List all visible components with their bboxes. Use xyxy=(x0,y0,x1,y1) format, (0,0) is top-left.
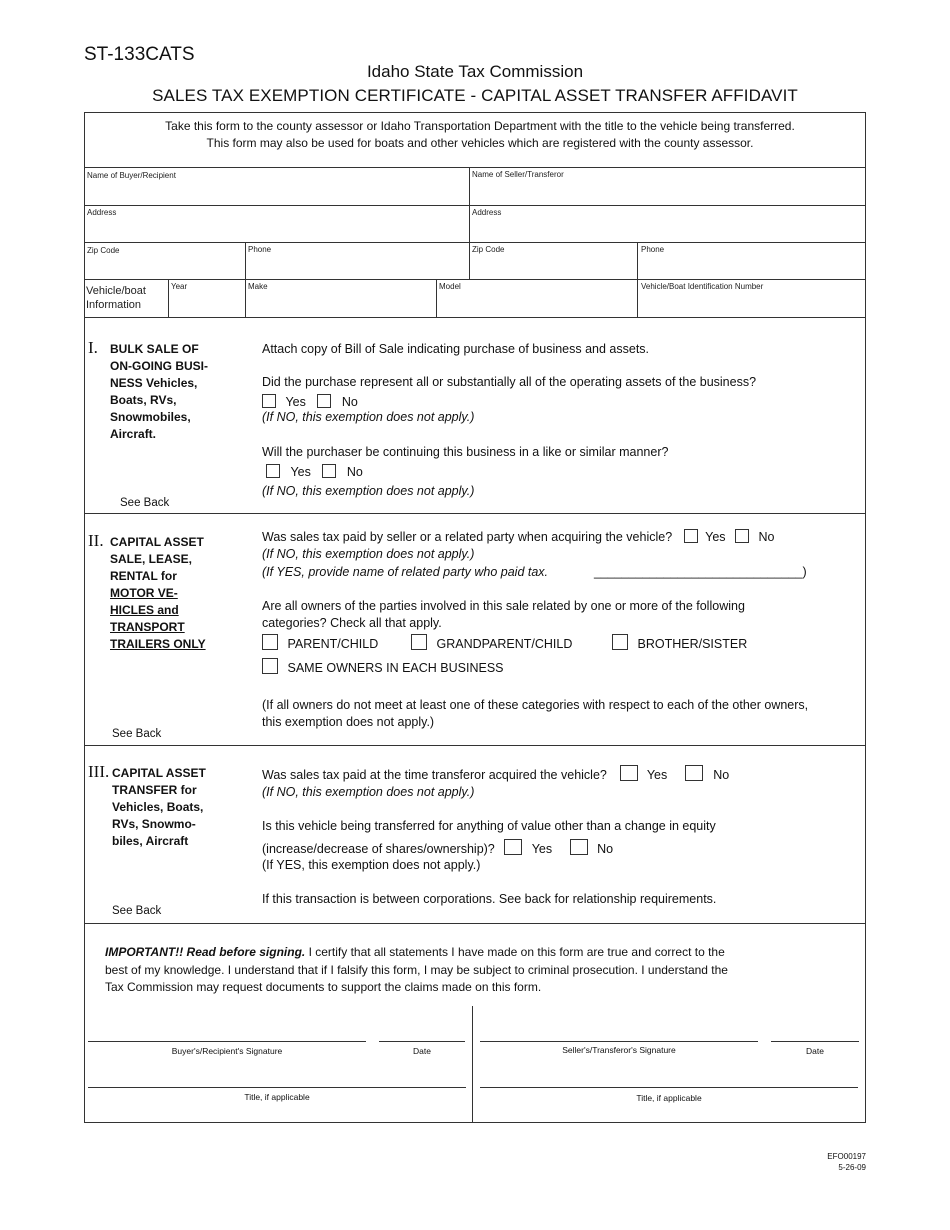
section3-question-2b xyxy=(262,839,613,858)
yes-label: Yes xyxy=(531,842,553,856)
section2-q1-text: Was sales tax paid by seller or a related party when acquiring the vehicle? xyxy=(262,530,673,544)
yes-label: Yes xyxy=(705,530,726,544)
parent-child-option xyxy=(262,634,378,651)
buyer-title-line[interactable] xyxy=(88,1087,466,1088)
section2-q1-note: (If NO, this exemption does not apply.) xyxy=(262,547,475,561)
divider xyxy=(84,242,866,243)
section2-head-line: RENTAL for xyxy=(110,569,177,583)
section3-q1-note: (If NO, this exemption does not apply.) xyxy=(262,785,475,799)
brother-sister-option xyxy=(612,634,747,651)
section1-heading xyxy=(110,341,250,443)
section3-see-back: See Back xyxy=(112,905,162,917)
vehicle-info-line-1: Vehicle/boat xyxy=(86,285,146,297)
section3-q2-no-checkbox[interactable] xyxy=(570,839,588,855)
agency-name: Idaho State Tax Commission xyxy=(366,62,584,81)
no-label: No xyxy=(758,530,775,544)
section1-head-line: NESS Vehicles, xyxy=(110,376,198,390)
section1-see-back: See Back xyxy=(120,497,170,509)
form-footer xyxy=(827,1151,866,1173)
intro-line-1: Take this form to the county assessor or Idaho Transportation Department with the title to the vehicle being transferred. xyxy=(165,119,795,133)
section3-q2-yes-checkbox[interactable] xyxy=(504,839,522,855)
grandparent-child-label: GRANDPARENT/CHILD xyxy=(436,637,573,651)
section3-q1-text: Was sales tax paid at the time transferor acquired the vehicle? xyxy=(262,768,607,782)
seller-zip-field[interactable]: Zip Code xyxy=(472,245,505,254)
buyer-date-label: Date xyxy=(413,1046,431,1056)
section1-q2-no-checkbox[interactable] xyxy=(322,464,336,478)
important-line-3: Tax Commission may request documents to support the claims made on this form. xyxy=(105,980,542,994)
same-owners-option xyxy=(262,658,504,675)
no-label: No xyxy=(713,768,730,782)
section1-q2-options xyxy=(266,464,363,479)
section2-head-line: HICLES and xyxy=(110,603,179,617)
seller-title-line[interactable] xyxy=(480,1087,858,1088)
divider xyxy=(436,279,437,317)
section1-head-line: Aircraft. xyxy=(110,427,157,441)
section3-head-line: CAPITAL ASSET xyxy=(112,766,206,780)
section2-q2-line-1: Are all owners of the parties involved in this sale related by one or more of the following xyxy=(262,599,745,613)
seller-signature-line[interactable] xyxy=(480,1041,758,1042)
intro-text xyxy=(100,118,860,152)
section1-head-line: ON-GOING BUSI- xyxy=(110,359,208,373)
section3-head-line: RVs, Snowmo- xyxy=(112,817,196,831)
important-line-2: best of my knowledge. I understand that if I falsify this form, I may be subject to criminal prosecution. I understand the xyxy=(105,962,728,977)
form-revision-date: 5-26-09 xyxy=(838,1163,866,1172)
divider xyxy=(637,242,638,317)
yes-label: Yes xyxy=(646,768,668,782)
seller-date-label: Date xyxy=(806,1046,824,1056)
same-owners-checkbox[interactable] xyxy=(262,658,278,674)
buyer-name-field[interactable]: Name of Buyer/Recipient xyxy=(87,171,176,180)
section1-q2-note: (If NO, this exemption does not apply.) xyxy=(262,484,475,498)
section1-q1-no-checkbox[interactable] xyxy=(317,394,331,408)
divider xyxy=(84,279,866,280)
section3-head-line: TRANSFER for xyxy=(112,783,197,797)
divider xyxy=(245,242,246,317)
year-field[interactable]: Year xyxy=(171,282,188,291)
divider xyxy=(84,317,866,318)
seller-name-field[interactable]: Name of Seller/Transferor xyxy=(472,170,564,179)
section2-q2-line-2: categories? Check all that apply. xyxy=(262,616,442,630)
buyer-title-label: Title, if applicable xyxy=(244,1092,310,1102)
section2-condition xyxy=(262,697,862,731)
buyer-signature-label: Buyer's/Recipient's Signature xyxy=(171,1046,283,1056)
seller-address-field[interactable]: Address xyxy=(472,208,502,217)
section2-question-1 xyxy=(262,529,775,546)
section2-if-yes-note: (If YES, provide name of related party who paid tax. xyxy=(262,565,549,579)
divider xyxy=(84,513,866,514)
section3-if-yes-note: (If YES, this exemption does not apply.) xyxy=(262,858,481,872)
parent-child-label: PARENT/CHILD xyxy=(287,637,379,651)
divider xyxy=(84,745,866,746)
no-label: No xyxy=(341,395,358,409)
intro-line-2: This form may also be used for boats and other vehicles which are registered with the county assessor. xyxy=(206,136,754,150)
section3-q1-no-checkbox[interactable] xyxy=(685,765,703,781)
divider xyxy=(472,1006,473,1123)
no-label: No xyxy=(597,842,614,856)
important-statement xyxy=(105,944,825,997)
section1-q1-note: (If NO, this exemption does not apply.) xyxy=(262,410,475,424)
grandparent-child-checkbox[interactable] xyxy=(411,634,427,650)
section2-numeral: II. xyxy=(88,531,104,550)
same-owners-label: SAME OWNERS IN EACH BUSINESS xyxy=(287,661,504,675)
section1-q1-options xyxy=(262,394,358,409)
buyer-phone-field[interactable]: Phone xyxy=(248,245,272,254)
section2-head-line: SALE, LEASE, xyxy=(110,552,193,566)
section3-question-1 xyxy=(262,765,729,784)
model-field[interactable]: Model xyxy=(439,282,461,291)
section1-question-1: Did the purchase represent all or substantially all of the operating assets of the business? xyxy=(262,375,757,389)
vehicle-info-label xyxy=(86,284,146,312)
section2-condition-line-1: (If all owners do not meet at least one of these categories with respect to each of the other owners, xyxy=(262,698,809,712)
buyer-signature-line[interactable] xyxy=(88,1041,366,1042)
buyer-zip-field[interactable]: Zip Code xyxy=(87,246,120,255)
form-code: EFO00197 xyxy=(827,1152,866,1161)
related-party-name-input[interactable]: ______________________________) xyxy=(594,565,807,579)
section3-q1-yes-checkbox[interactable] xyxy=(620,765,638,781)
form-id: ST-133CATS xyxy=(84,44,195,65)
divider xyxy=(168,279,169,317)
grandparent-child-option xyxy=(411,634,572,651)
parent-child-checkbox[interactable] xyxy=(262,634,278,650)
divider xyxy=(84,923,866,924)
section3-numeral: III. xyxy=(88,762,110,781)
section1-attach-text: Attach copy of Bill of Sale indicating purchase of business and assets. xyxy=(262,342,650,356)
make-field[interactable]: Make xyxy=(248,282,268,291)
divider xyxy=(84,167,866,168)
seller-title-label: Title, if applicable xyxy=(636,1093,702,1103)
section1-q1-yes-checkbox[interactable] xyxy=(262,394,276,408)
important-lead: IMPORTANT!! Read before signing. xyxy=(105,945,306,959)
vin-field[interactable]: Vehicle/Boat Identification Number xyxy=(641,282,764,291)
section2-see-back: See Back xyxy=(112,728,162,740)
divider xyxy=(469,167,470,279)
yes-label: Yes xyxy=(285,395,306,409)
seller-signature-label: Seller's/Transferor's Signature xyxy=(562,1045,676,1055)
section1-numeral: I. xyxy=(88,338,98,357)
section3-q2b-text: (increase/decrease of shares/ownership)? xyxy=(262,842,495,856)
important-line-1: I certify that all statements I have made on this form are true and correct to the xyxy=(308,945,725,959)
section2-head-line: TRANSPORT xyxy=(110,620,185,634)
section3-question-2: Is this vehicle being transferred for anything of value other than a change in equity xyxy=(262,819,716,833)
section2-condition-line-2: this exemption does not apply.) xyxy=(262,715,435,729)
section2-q1-no-checkbox[interactable] xyxy=(735,529,749,543)
section2-heading xyxy=(110,534,250,653)
buyer-date-line[interactable] xyxy=(379,1041,465,1042)
section2-head-line: CAPITAL ASSET xyxy=(110,535,204,549)
section3-head-line: Vehicles, Boats, xyxy=(112,800,204,814)
vehicle-info-line-2: Information xyxy=(86,299,142,311)
section3-heading xyxy=(112,765,252,850)
yes-label: Yes xyxy=(290,465,311,479)
seller-date-line[interactable] xyxy=(771,1041,859,1042)
brother-sister-checkbox[interactable] xyxy=(612,634,628,650)
section1-head-line: BULK SALE OF xyxy=(110,342,199,356)
buyer-address-field[interactable]: Address xyxy=(87,208,117,217)
section2-q1-yes-checkbox[interactable] xyxy=(684,529,698,543)
section1-head-line: Boats, RVs, xyxy=(110,393,177,407)
section2-head-line: MOTOR VE- xyxy=(110,586,178,600)
section2-head-line: TRAILERS ONLY xyxy=(110,637,206,651)
form-title: SALES TAX EXEMPTION CERTIFICATE - CAPITAL ASSET TRANSFER AFFIDAVIT xyxy=(152,86,798,105)
brother-sister-label: BROTHER/SISTER xyxy=(637,637,748,651)
section1-question-2: Will the purchaser be continuing this business in a like or similar manner? xyxy=(262,445,669,459)
section2-question-2 xyxy=(262,598,745,632)
no-label: No xyxy=(346,465,363,479)
seller-phone-field[interactable]: Phone xyxy=(641,245,665,254)
section3-corporation-note: If this transaction is between corporations. See back for relationship requirements. xyxy=(262,892,717,906)
section3-head-line: biles, Aircraft xyxy=(112,834,189,848)
divider xyxy=(84,205,866,206)
section1-head-line: Snowmobiles, xyxy=(110,410,191,424)
section1-q2-yes-checkbox[interactable] xyxy=(266,464,280,478)
